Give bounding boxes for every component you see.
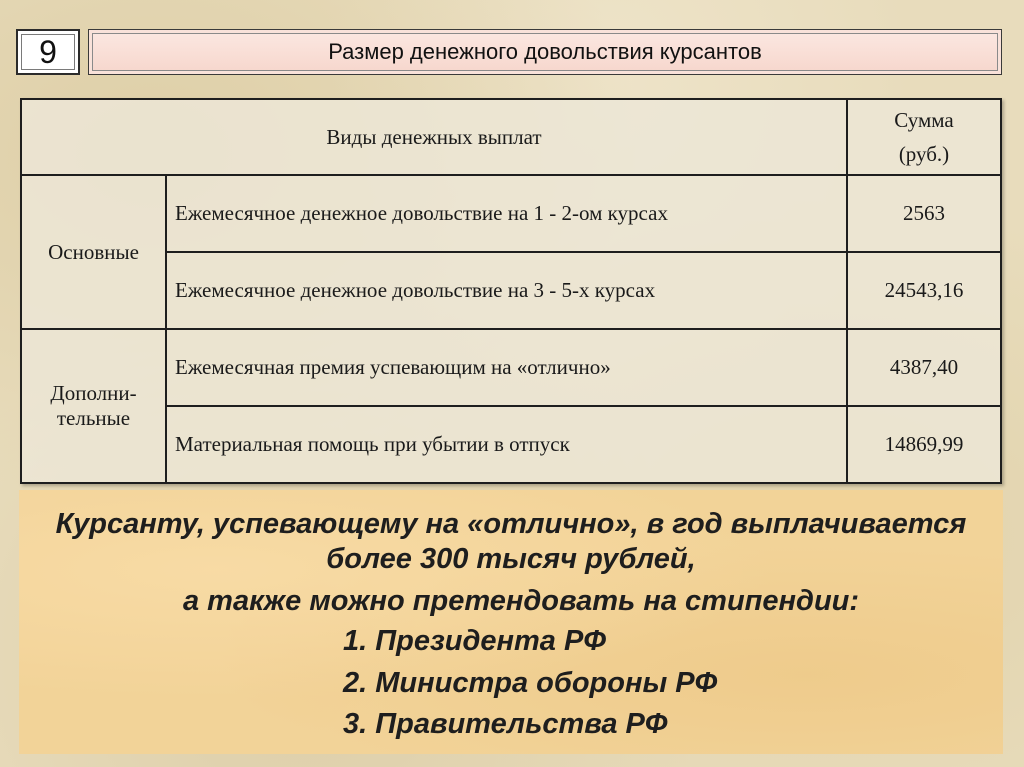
header-payment-types: Виды денежных выплат <box>21 99 847 175</box>
row-description: Ежемесячное денежное довольствие на 1 - 2-ом курсах <box>166 175 847 252</box>
header-sum-label: Сумма <box>894 108 954 132</box>
row-description: Ежемесячное денежное довольствие на 3 - 5-х курсах <box>166 252 847 329</box>
note-line-2: более 300 тысяч рублей, <box>326 543 696 575</box>
slide-number: 9 <box>16 29 80 75</box>
category-basic <box>21 175 166 329</box>
row-amount: 2563 <box>847 175 1001 252</box>
table-row <box>21 175 1001 252</box>
table-row <box>21 329 1001 406</box>
slide-title: Размер денежного довольствия курсантов <box>88 29 1002 75</box>
table-row <box>21 252 1001 329</box>
category-additional-line2: тельные <box>56 406 131 430</box>
table-row <box>21 406 1001 483</box>
payments-table <box>20 98 1002 484</box>
table-header-row <box>21 99 1001 175</box>
category-additional <box>21 329 166 483</box>
scholarship-item: 3. Правительства РФ <box>343 708 668 740</box>
category-additional-line1: Дополни- <box>50 381 137 405</box>
scholarship-item: 1. Президента РФ <box>343 625 606 657</box>
note-line-3: а также можно претендовать на стипендии: <box>183 585 860 617</box>
header-sum <box>847 99 1001 175</box>
header-sum-unit: (руб.) <box>898 142 950 166</box>
note-line-1: Курсанту, успевающему на «отлично», в год выплачивается <box>55 508 967 540</box>
category-basic-label: Основные <box>48 239 139 264</box>
row-amount: 24543,16 <box>847 252 1001 329</box>
scholarship-item: 2. Министра обороны РФ <box>343 667 718 699</box>
excellence-note <box>19 490 1003 754</box>
row-amount: 14869,99 <box>847 406 1001 483</box>
row-amount: 4387,40 <box>847 329 1001 406</box>
row-description: Материальная помощь при убытии в отпуск <box>166 406 847 483</box>
row-description: Ежемесячная премия успевающим на «отлично» <box>166 329 847 406</box>
